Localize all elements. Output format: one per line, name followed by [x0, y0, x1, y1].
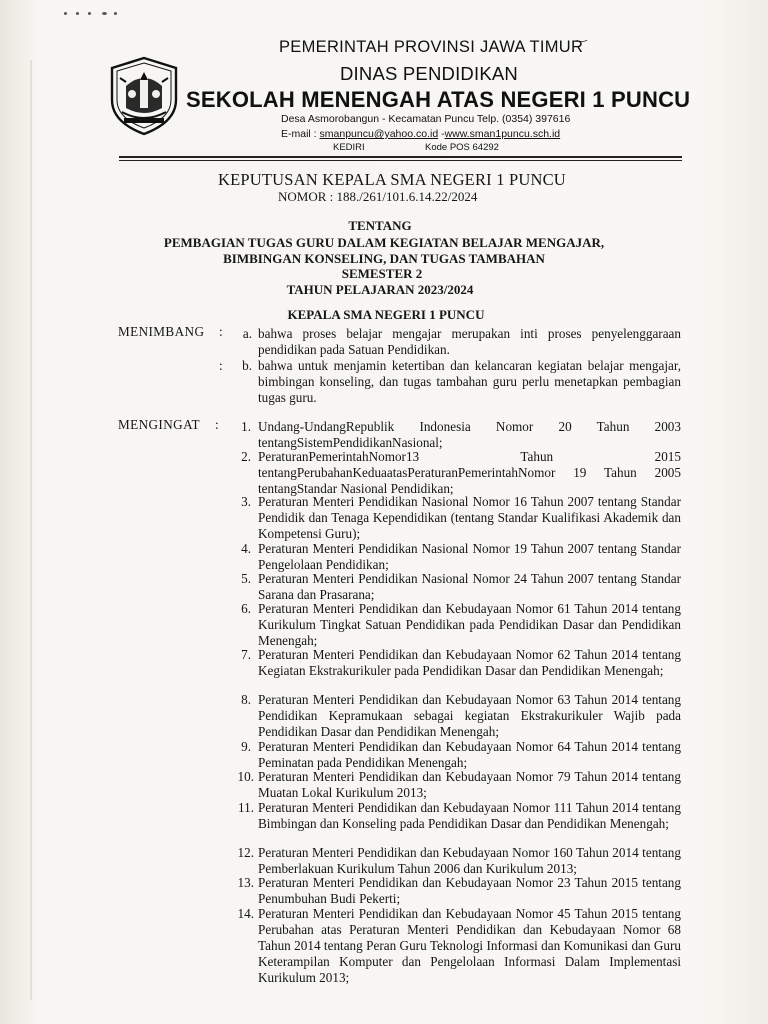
- subject-line-1: PEMBAGIAN TUGAS GURU DALAM KEGIATAN BELAJAR MENGAJAR,: [163, 235, 605, 250]
- menimbang-item-a: bahwa proses belajar mengajar merupakan inti proses penyelenggaraan pendidikan pada Satuan Pendidikan.: [258, 326, 681, 357]
- subject-line-2: BIMBINGAN KONSELING, DAN TUGAS TAMBAHAN: [223, 251, 545, 266]
- email-link[interactable]: smanpuncu@yahoo.co.id: [319, 128, 439, 140]
- menimbang-colon: :: [219, 324, 223, 339]
- mengingat-mark-12: 12.: [237, 845, 254, 860]
- mengingat-mark-3: 3.: [241, 494, 251, 509]
- menimbang-mark-b: b.: [242, 358, 252, 373]
- page-edge-shadow: [30, 60, 32, 1000]
- mengingat-item-2: PeraturanPemerintahNomor13 Tahun 2015 tentangPerubahanKeduaatasPeraturanPemerintahNomor 19 Tahun 2005 tentangStandar Nasional Pendidikan;: [258, 449, 681, 496]
- letterhead-city: KEDIRI: [333, 142, 365, 153]
- menimbang-colon-b: :: [219, 358, 223, 373]
- mengingat-item-8: Peraturan Menteri Pendidikan dan Kebudayaan Nomor 63 Tahun 2014 tentang Pendidikan Kepramukaan sebagai kegiatan Ekstrakurikuler Wajib pada Pendidikan Dasar dan Pendidikan Menengah;: [258, 692, 681, 739]
- mengingat-item-6: Peraturan Menteri Pendidikan dan Kebudayaan Nomor 61 Tahun 2014 tentang Kurikulum Tingkat Satuan Pendidikan pada Pendidikan Dasar dan Pendidikan Menengah;: [258, 601, 681, 648]
- mengingat-mark-7: 7.: [241, 647, 251, 662]
- letterhead-department: DINAS PENDIDIKAN: [340, 63, 518, 84]
- issuer-heading: KEPALA SMA NEGERI 1 PUNCU: [287, 307, 485, 322]
- mengingat-label: MENGINGAT: [118, 417, 200, 432]
- mengingat-colon: :: [215, 417, 219, 432]
- mengingat-item-5: Peraturan Menteri Pendidikan Nasional Nomor 24 Tahun 2007 tentang Standar Sarana dan Prasarana;: [258, 571, 681, 602]
- mengingat-item-1: Undang-UndangRepublik Indonesia Nomor 20 Tahun 2003 tentangSistemPendidikanNasional;: [258, 419, 681, 450]
- letterhead-contact: [281, 128, 560, 140]
- east-java-province-emblem-icon: [106, 56, 182, 136]
- website-link[interactable]: www.sman1puncu.sch.id: [444, 128, 561, 140]
- email-prefix: E-mail :: [281, 128, 320, 140]
- mengingat-mark-1: 1.: [241, 419, 251, 434]
- mengingat-mark-13: 13.: [237, 875, 254, 890]
- mengingat-mark-2: 2.: [241, 449, 251, 464]
- mengingat-item-14: Peraturan Menteri Pendidikan dan Kebudayaan Nomor 45 Tahun 2015 tentang Perubahan atas Peraturan Menteri Pendidikan dan Kebudayaan Nomor 68 Tahun 2014 tentang Peran Guru Teknologi Informasi dan Komunikasi dan Guru Keterampilan Komputer dan Pengelolaan Informasi Dalam Implementasi Kurikulum 2013;: [258, 906, 681, 985]
- mengingat-item-10: Peraturan Menteri Pendidikan dan Kebudayaan Nomor 79 Tahun 2014 tentang Muatan Lokal Kurikulum 2013;: [258, 769, 681, 800]
- scan-mark: ‿: [577, 28, 587, 42]
- mengingat-item-4: Peraturan Menteri Pendidikan Nasional Nomor 19 Tahun 2007 tentang Standar Pengelolaan Pendidikan;: [258, 541, 681, 572]
- letterhead-postcode: Kode POS 64292: [425, 142, 499, 153]
- menimbang-item-b: bahwa untuk menjamin ketertiban dan kelancaran kegiatan belajar mengajar, bimbingan konseling, dan tugas tambahan guru perlu menetapkan pembagian tugas guru.: [258, 358, 681, 405]
- decree-title: KEPUTUSAN KEPALA SMA NEGERI 1 PUNCU: [218, 170, 566, 189]
- mengingat-mark-11: 11.: [238, 800, 254, 815]
- about-heading: TENTANG: [348, 218, 412, 233]
- mengingat-item-12: Peraturan Menteri Pendidikan dan Kebudayaan Nomor 160 Tahun 2014 tentang Pemberlakuan Kurikulum Tahun 2006 dan Kurikulum 2013;: [258, 845, 681, 876]
- mengingat-mark-5: 5.: [241, 571, 251, 586]
- letterhead-rule-thin: [119, 160, 682, 161]
- year-line: TAHUN PELAJARAN 2023/2024: [286, 282, 474, 297]
- decree-number: NOMOR : 188./261/101.6.14.22/2024: [278, 189, 478, 204]
- mengingat-mark-6: 6.: [241, 601, 251, 616]
- letterhead-province: PEMERINTAH PROVINSI JAWA TIMUR: [279, 38, 584, 56]
- mengingat-mark-10: 10.: [237, 769, 254, 784]
- mengingat-mark-4: 4.: [241, 541, 251, 556]
- menimbang-mark-a: a.: [242, 326, 252, 341]
- menimbang-label: MENIMBANG: [118, 324, 205, 339]
- mengingat-mark-8: 8.: [241, 692, 251, 707]
- email-separator: -: [438, 128, 445, 140]
- letterhead-rule-thick: [119, 156, 682, 158]
- mengingat-item-13: Peraturan Menteri Pendidikan dan Kebudayaan Nomor 23 Tahun 2015 tentang Penumbuhan Budi Pekerti;: [258, 875, 681, 906]
- mengingat-mark-9: 9.: [241, 739, 251, 754]
- mengingat-mark-14: 14.: [237, 906, 254, 921]
- scan-speckles: [64, 10, 120, 18]
- mengingat-item-7: Peraturan Menteri Pendidikan dan Kebudayaan Nomor 62 Tahun 2014 tentang Kegiatan Ekstrakurikuler pada Pendidikan Dasar dan Pendidikan Menengah;: [258, 647, 681, 678]
- letterhead-address: Desa Asmorobangun - Kecamatan Puncu Telp. (0354) 397616: [281, 113, 571, 125]
- mengingat-item-9: Peraturan Menteri Pendidikan dan Kebudayaan Nomor 64 Tahun 2014 tentang Peminatan pada Pendidikan Menengah;: [258, 739, 681, 770]
- semester-line: SEMESTER 2: [341, 266, 423, 281]
- mengingat-item-3: Peraturan Menteri Pendidikan Nasional Nomor 16 Tahun 2007 tentang Standar Pendidik dan Tenaga Kependidikan (tentang Standar Kualifikasi Akademik dan Kompetensi Guru);: [258, 494, 681, 541]
- letterhead-school-name: SEKOLAH MENENGAH ATAS NEGERI 1 PUNCU: [186, 87, 691, 112]
- mengingat-item-11: Peraturan Menteri Pendidikan dan Kebudayaan Nomor 111 Tahun 2014 tentang Bimbingan dan Konseling pada Pendidikan Dasar dan Pendidikan Menengah;: [258, 800, 681, 831]
